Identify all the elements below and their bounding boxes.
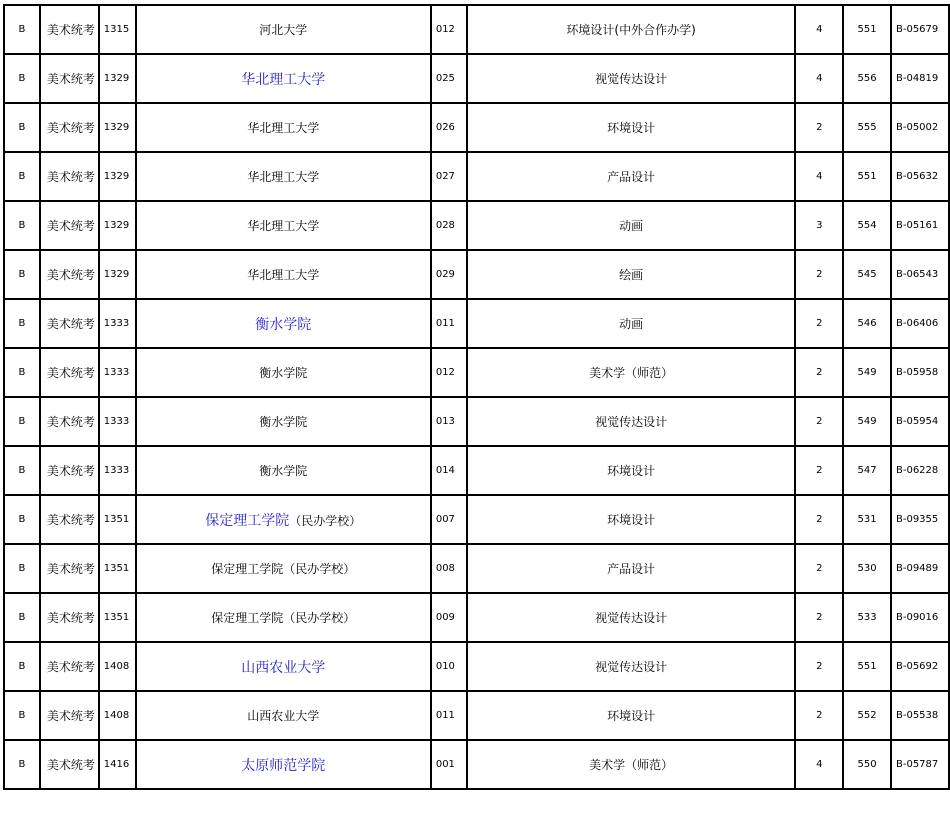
- rank-cell: B-09016: [891, 593, 949, 642]
- rank-cell: B-05958: [891, 348, 949, 397]
- table-row: [4, 446, 949, 495]
- rank-cell: B-05787: [891, 740, 949, 789]
- major-code-cell: 013: [431, 397, 467, 446]
- school-cell: [136, 593, 431, 642]
- batch-cell: B: [4, 642, 40, 691]
- major-code-cell: 012: [431, 348, 467, 397]
- major-cell: 绘画: [467, 250, 796, 299]
- score-cell: 547: [843, 446, 891, 495]
- table-row: [4, 152, 949, 201]
- major-code-cell: 007: [431, 495, 467, 544]
- school-code-cell: 1416: [99, 740, 136, 789]
- category-cell: 美术统考: [40, 54, 99, 103]
- school-cell: [136, 397, 431, 446]
- table-row: [4, 103, 949, 152]
- rank-cell: B-06406: [891, 299, 949, 348]
- rank-cell: B-04819: [891, 54, 949, 103]
- batch-cell: B: [4, 397, 40, 446]
- school-cell: [136, 5, 431, 54]
- major-code-cell: 001: [431, 740, 467, 789]
- table-row: [4, 642, 949, 691]
- batch-cell: B: [4, 544, 40, 593]
- plan-count-cell: 2: [795, 446, 843, 495]
- major-code-cell: 011: [431, 299, 467, 348]
- rank-cell: B-05692: [891, 642, 949, 691]
- school-name: 山西农业大学: [247, 709, 320, 723]
- table-row: [4, 495, 949, 544]
- rank-cell: B-06543: [891, 250, 949, 299]
- table-row: [4, 5, 949, 54]
- major-code-cell: 026: [431, 103, 467, 152]
- major-code-cell: 028: [431, 201, 467, 250]
- table-row: [4, 544, 949, 593]
- major-cell: 动画: [467, 201, 796, 250]
- plan-count-cell: 4: [795, 152, 843, 201]
- category-cell: 美术统考: [40, 103, 99, 152]
- rank-cell: B-05538: [891, 691, 949, 740]
- rank-cell: B-05679: [891, 5, 949, 54]
- school-name: 华北理工大学: [247, 219, 320, 233]
- plan-count-cell: 2: [795, 250, 843, 299]
- major-cell: 美术学（师范）: [467, 740, 796, 789]
- category-cell: 美术统考: [40, 348, 99, 397]
- rank-cell: B-05002: [891, 103, 949, 152]
- plan-count-cell: 3: [795, 201, 843, 250]
- school-code-cell: 1329: [99, 250, 136, 299]
- category-cell: 美术统考: [40, 5, 99, 54]
- category-cell: 美术统考: [40, 593, 99, 642]
- school-name: 保定理工学院（民办学校）: [211, 562, 356, 576]
- plan-count-cell: 2: [795, 397, 843, 446]
- major-cell: 视觉传达设计: [467, 642, 796, 691]
- plan-count-cell: 2: [795, 691, 843, 740]
- batch-cell: B: [4, 152, 40, 201]
- school-cell: [136, 544, 431, 593]
- category-cell: 美术统考: [40, 691, 99, 740]
- score-cell: 551: [843, 152, 891, 201]
- school-type-suffix: （民办学校）: [289, 513, 362, 528]
- school-cell: [136, 348, 431, 397]
- major-cell: 环境设计(中外合作办学): [467, 5, 796, 54]
- school-cell: [136, 103, 431, 152]
- major-cell: 环境设计: [467, 691, 796, 740]
- score-cell: 549: [843, 397, 891, 446]
- category-cell: 美术统考: [40, 740, 99, 789]
- category-cell: 美术统考: [40, 397, 99, 446]
- plan-count-cell: 2: [795, 103, 843, 152]
- table-row: [4, 54, 949, 103]
- school-code-cell: 1408: [99, 642, 136, 691]
- category-cell: 美术统考: [40, 642, 99, 691]
- rank-cell: B-05954: [891, 397, 949, 446]
- major-cell: 视觉传达设计: [467, 54, 796, 103]
- major-code-cell: 014: [431, 446, 467, 495]
- admission-table: [3, 4, 950, 790]
- school-cell: [136, 299, 431, 348]
- category-cell: 美术统考: [40, 152, 99, 201]
- plan-count-cell: 4: [795, 740, 843, 789]
- plan-count-cell: 4: [795, 54, 843, 103]
- school-cell: [136, 250, 431, 299]
- table-row: [4, 691, 949, 740]
- school-link[interactable]: 华北理工大学: [241, 71, 326, 88]
- major-cell: 环境设计: [467, 446, 796, 495]
- table-row: [4, 397, 949, 446]
- batch-cell: B: [4, 446, 40, 495]
- rank-cell: B-05161: [891, 201, 949, 250]
- score-cell: 556: [843, 54, 891, 103]
- major-cell: 产品设计: [467, 544, 796, 593]
- major-code-cell: 029: [431, 250, 467, 299]
- table-row: [4, 740, 949, 789]
- score-cell: 530: [843, 544, 891, 593]
- batch-cell: B: [4, 740, 40, 789]
- school-code-cell: 1329: [99, 201, 136, 250]
- table-row: [4, 250, 949, 299]
- school-link[interactable]: 衡水学院: [255, 316, 312, 333]
- school-cell: [136, 740, 431, 789]
- major-cell: 环境设计: [467, 495, 796, 544]
- school-cell: [136, 691, 431, 740]
- score-cell: 545: [843, 250, 891, 299]
- score-cell: 552: [843, 691, 891, 740]
- school-name: 华北理工大学: [247, 268, 320, 282]
- school-name: 衡水学院: [259, 464, 308, 478]
- score-cell: 550: [843, 740, 891, 789]
- score-cell: 555: [843, 103, 891, 152]
- school-link[interactable]: 山西农业大学: [241, 659, 326, 676]
- score-cell: 554: [843, 201, 891, 250]
- category-cell: 美术统考: [40, 201, 99, 250]
- plan-count-cell: 4: [795, 5, 843, 54]
- school-code-cell: 1333: [99, 446, 136, 495]
- major-cell: 视觉传达设计: [467, 593, 796, 642]
- school-name: 华北理工大学: [247, 170, 320, 184]
- major-cell: 产品设计: [467, 152, 796, 201]
- batch-cell: B: [4, 250, 40, 299]
- school-cell: [136, 152, 431, 201]
- table-body: [4, 5, 949, 789]
- plan-count-cell: 2: [795, 348, 843, 397]
- school-cell: [136, 54, 431, 103]
- score-cell: 546: [843, 299, 891, 348]
- category-cell: 美术统考: [40, 299, 99, 348]
- school-code-cell: 1408: [99, 691, 136, 740]
- school-link[interactable]: 太原师范学院: [241, 757, 326, 774]
- school-code-cell: 1329: [99, 103, 136, 152]
- school-code-cell: 1333: [99, 299, 136, 348]
- batch-cell: B: [4, 54, 40, 103]
- score-cell: 533: [843, 593, 891, 642]
- school-code-cell: 1351: [99, 544, 136, 593]
- category-cell: 美术统考: [40, 544, 99, 593]
- table-row: [4, 348, 949, 397]
- major-cell: 视觉传达设计: [467, 397, 796, 446]
- school-code-cell: 1351: [99, 593, 136, 642]
- school-code-cell: 1351: [99, 495, 136, 544]
- score-cell: 549: [843, 348, 891, 397]
- school-code-cell: 1333: [99, 397, 136, 446]
- category-cell: 美术统考: [40, 495, 99, 544]
- major-code-cell: 027: [431, 152, 467, 201]
- school-code-cell: 1329: [99, 152, 136, 201]
- plan-count-cell: 2: [795, 642, 843, 691]
- table-row: [4, 299, 949, 348]
- plan-count-cell: 2: [795, 544, 843, 593]
- school-code-cell: 1333: [99, 348, 136, 397]
- rank-cell: B-09489: [891, 544, 949, 593]
- school-code-cell: 1315: [99, 5, 136, 54]
- plan-count-cell: 2: [795, 593, 843, 642]
- batch-cell: B: [4, 5, 40, 54]
- major-cell: 动画: [467, 299, 796, 348]
- category-cell: 美术统考: [40, 250, 99, 299]
- score-cell: 551: [843, 642, 891, 691]
- school-link[interactable]: 保定理工学院: [205, 512, 290, 529]
- batch-cell: B: [4, 691, 40, 740]
- table-row: [4, 593, 949, 642]
- major-cell: 美术学（师范）: [467, 348, 796, 397]
- school-cell: [136, 446, 431, 495]
- batch-cell: B: [4, 348, 40, 397]
- major-code-cell: 009: [431, 593, 467, 642]
- batch-cell: B: [4, 299, 40, 348]
- school-code-cell: 1329: [99, 54, 136, 103]
- table-row: [4, 201, 949, 250]
- school-name: 衡水学院: [259, 415, 308, 429]
- school-cell: [136, 642, 431, 691]
- batch-cell: B: [4, 201, 40, 250]
- batch-cell: B: [4, 593, 40, 642]
- major-cell: 环境设计: [467, 103, 796, 152]
- major-code-cell: 010: [431, 642, 467, 691]
- rank-cell: B-06228: [891, 446, 949, 495]
- school-name: 保定理工学院（民办学校）: [211, 611, 356, 625]
- score-cell: 551: [843, 5, 891, 54]
- school-name: 河北大学: [259, 23, 308, 37]
- school-cell: [136, 495, 431, 544]
- rank-cell: B-09355: [891, 495, 949, 544]
- major-code-cell: 025: [431, 54, 467, 103]
- batch-cell: B: [4, 495, 40, 544]
- score-cell: 531: [843, 495, 891, 544]
- school-name: 华北理工大学: [247, 121, 320, 135]
- major-code-cell: 011: [431, 691, 467, 740]
- school-name: 衡水学院: [259, 366, 308, 380]
- category-cell: 美术统考: [40, 446, 99, 495]
- major-code-cell: 008: [431, 544, 467, 593]
- rank-cell: B-05632: [891, 152, 949, 201]
- plan-count-cell: 2: [795, 495, 843, 544]
- major-code-cell: 012: [431, 5, 467, 54]
- batch-cell: B: [4, 103, 40, 152]
- plan-count-cell: 2: [795, 299, 843, 348]
- school-cell: [136, 201, 431, 250]
